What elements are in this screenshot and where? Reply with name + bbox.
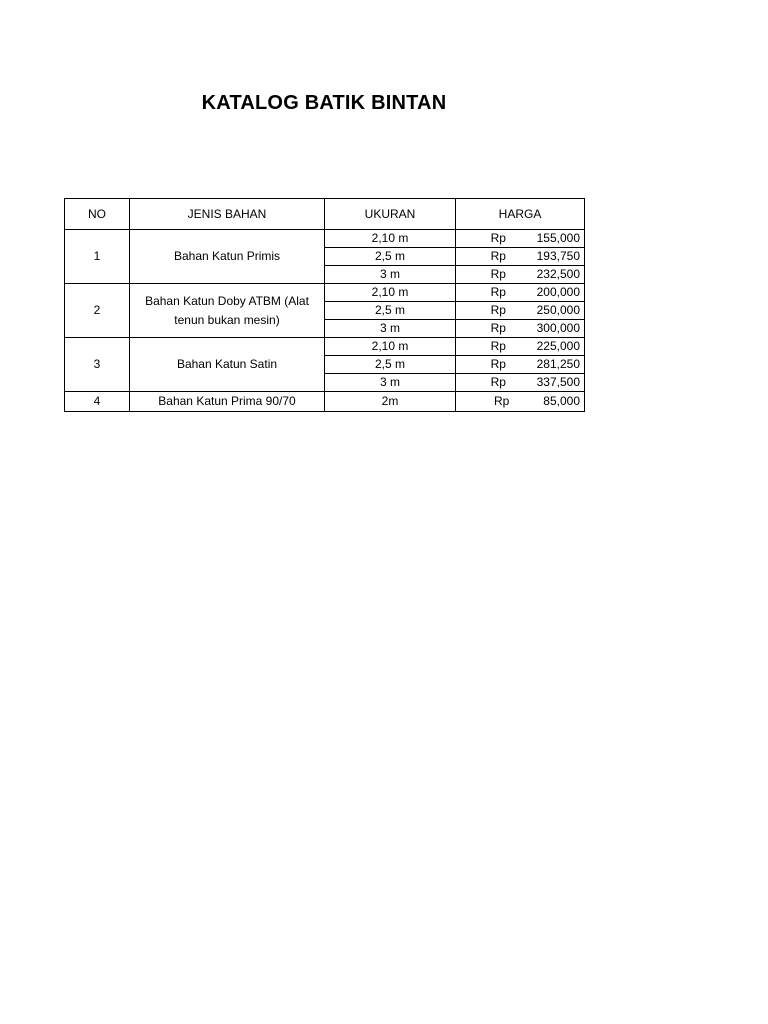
table-row (65, 338, 585, 356)
price-amount: 193,750 (536, 249, 580, 263)
currency-label: Rp (490, 321, 506, 335)
size-cell: 2,10 m (325, 338, 456, 356)
price-cell (456, 266, 585, 284)
price-cell (456, 374, 585, 392)
size-cell: 2m (325, 392, 456, 412)
currency-label: Rp (490, 303, 506, 317)
price-amount: 337,500 (536, 375, 580, 389)
price-cell (456, 356, 585, 374)
price-amount: 200,000 (536, 285, 580, 299)
currency-label: Rp (490, 267, 506, 281)
size-cell: 3 m (325, 266, 456, 284)
size-cell: 2,5 m (325, 302, 456, 320)
row-number: 4 (65, 392, 130, 412)
size-cell: 2,10 m (325, 284, 456, 302)
currency-label: Rp (490, 285, 506, 299)
catalog-table (64, 198, 585, 412)
price-amount: 232,500 (536, 267, 580, 281)
material-name: Bahan Katun Satin (130, 338, 325, 392)
table-row (65, 230, 585, 248)
size-cell: 3 m (325, 320, 456, 338)
table-row (65, 284, 585, 302)
table-header-row (65, 199, 585, 230)
page-title: KATALOG BATIK BINTAN (201, 92, 447, 114)
material-name: Bahan Katun Doby ATBM (Alat tenun bukan mesin) (130, 284, 325, 338)
header-no: NO (65, 199, 130, 230)
price-amount: 250,000 (536, 303, 580, 317)
row-number: 1 (65, 230, 130, 284)
currency-label: Rp (490, 231, 506, 245)
price-cell (456, 284, 585, 302)
price-cell (456, 392, 585, 412)
price-amount: 155,000 (536, 231, 580, 245)
price-cell (456, 338, 585, 356)
currency-label: Rp (490, 357, 506, 371)
row-number: 2 (65, 284, 130, 338)
material-name: Bahan Katun Primis (130, 230, 325, 284)
price-cell (456, 248, 585, 266)
row-number: 3 (65, 338, 130, 392)
price-amount: 300,000 (536, 321, 580, 335)
currency-label: Rp (490, 375, 506, 389)
table-row (65, 392, 585, 412)
header-harga: HARGA (456, 199, 585, 230)
size-cell: 2,5 m (325, 356, 456, 374)
price-cell (456, 302, 585, 320)
price-amount: 281,250 (536, 357, 580, 371)
price-amount: 225,000 (536, 339, 580, 353)
currency-label: Rp (493, 394, 510, 408)
currency-label: Rp (490, 339, 506, 353)
currency-label: Rp (490, 249, 506, 263)
size-cell: 3 m (325, 374, 456, 392)
price-cell (456, 230, 585, 248)
size-cell: 2,10 m (325, 230, 456, 248)
header-jenis-bahan: JENIS BAHAN (130, 199, 325, 230)
price-amount: 85,000 (543, 394, 580, 408)
material-name: Bahan Katun Prima 90/70 (130, 392, 325, 412)
header-ukuran: UKURAN (325, 199, 456, 230)
price-cell (456, 320, 585, 338)
size-cell: 2,5 m (325, 248, 456, 266)
